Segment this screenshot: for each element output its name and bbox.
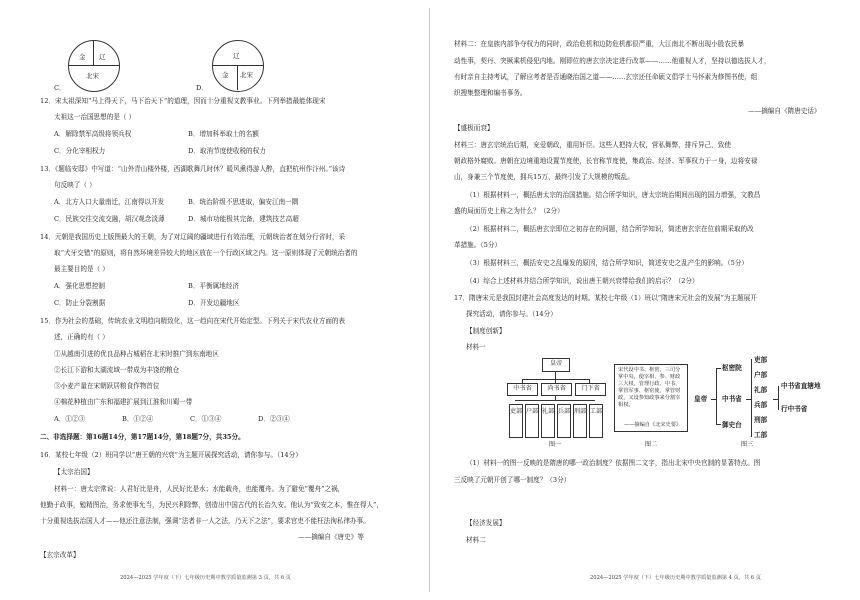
option-d-label: D． bbox=[196, 84, 208, 92]
q14-stem-1: 14．元朝是我国历史上版图最大的王朝，为了对辽阔的疆域进行有效治理，元朝统治者在划分行省时，采 bbox=[40, 233, 346, 241]
fig3-ministry-label: 刑部 bbox=[754, 416, 768, 424]
map-d-circle bbox=[212, 40, 264, 92]
q13-option-d[interactable]: D．城市功能极其完备，建筑技艺高超 bbox=[188, 215, 299, 223]
q14-option-d[interactable]: D．开发边疆地区 bbox=[188, 299, 240, 307]
q15-stem-1: 15．作为社会的基础，传统农业文明趋向精致化，这一趋向在宋代开始定型。下列关于宋代农业方面的表 bbox=[40, 317, 346, 325]
fig1-line-h2 bbox=[515, 400, 595, 401]
option-c-label: C． bbox=[54, 84, 66, 92]
fig3-ministry-label: 户部 bbox=[754, 371, 768, 379]
q13-stem-2: 句反映了（ ） bbox=[54, 181, 96, 189]
fig1-caption: 图一 bbox=[548, 441, 562, 448]
q15-statement-3: ③小麦产量在宋朝跃居粮食作物首位 bbox=[54, 382, 160, 390]
q14-option-b[interactable]: B．平衡属地经济 bbox=[188, 282, 240, 290]
q16-material-1-source: ——摘编自《唐史》等 bbox=[298, 533, 364, 541]
q16-material-2-line-1: 材料二：在皇族内部争夺权力的同时，政治危机和边防危机都很严重，大江南北不断出现小股农民暴 bbox=[454, 40, 745, 48]
q17-stem-2: 探究活动，请你参与。（14分） bbox=[466, 310, 557, 318]
fig3-zhongshusheng-label: 中书省 bbox=[722, 395, 742, 403]
q16-material-2-line-3: 有时亲自主持考试，了解应考者是否通晓治国之道——……玄宗还任命硕文倡学士马怀素为修图书使，组 bbox=[454, 73, 758, 81]
fig3-province-label: 行中书省 bbox=[781, 405, 808, 413]
fig1-emperor-label: 皇帝 bbox=[549, 360, 563, 367]
q16-material-3-line-1: 材料三：唐玄宗统治后期，宠爱朝政，重用奸臣。这些人把持大权，营私舞弊，排斥异己，致使 bbox=[454, 141, 731, 149]
map-c-label-liao: 辽 bbox=[99, 53, 106, 61]
fig1-line-emperor-down bbox=[555, 371, 556, 379]
fig3-bracket-v bbox=[716, 368, 717, 424]
fig3-caption: 图三 bbox=[740, 441, 754, 448]
section-2-heading: 二、非选择题：第16题14分，第17题14分，第18题7分，共35分。 bbox=[40, 433, 245, 441]
map-c-vline bbox=[93, 40, 94, 65]
fig3-emperor-label: 皇帝 bbox=[694, 395, 708, 403]
q16-sub-2-line-2: 革措施。（5分） bbox=[454, 241, 502, 249]
right-page bbox=[430, 0, 860, 600]
q15-statement-4: ④棉花种植由广东和福建扩展到江淮和川蜀一带 bbox=[54, 398, 193, 406]
fig3-bracket-bottom bbox=[716, 424, 721, 425]
q17-material-2-label: 材料二 bbox=[466, 536, 486, 544]
q15-stem-2: 述，正确的有（ ） bbox=[54, 333, 109, 341]
q15-option-d[interactable]: D．②③④ bbox=[258, 415, 290, 423]
fig3-yushitai-label: 御史台 bbox=[722, 421, 742, 429]
q16-heading-xuanzong: 【玄宗改革】 bbox=[40, 551, 80, 559]
q16-sub-1-line-1: （1）根据材料一，概括唐太宗的治国措施。结合所学知识，唐太宗统治期间出现的国力增强，文教昌 bbox=[466, 191, 761, 199]
fig3-ministry-label: 吏部 bbox=[754, 356, 768, 364]
q17-stem-1: 17．隋唐宋元是我国封建社会高度发达的时期。某校七年级（1）班以“隋唐宋元社会的发展”为主题展开 bbox=[454, 294, 757, 302]
q17-heading-system: 【制度创新】 bbox=[466, 327, 506, 335]
q15-option-a[interactable]: A．①②③ bbox=[54, 415, 86, 423]
fig1-ministry-label: 兵部 bbox=[557, 408, 571, 415]
map-d-label-liao: 辽 bbox=[233, 52, 240, 60]
fig3-bracket3-v bbox=[778, 386, 779, 410]
map-d-label-beisong: 北宋 bbox=[240, 71, 253, 79]
q17-sub-1-line-1: （1）材料一的图一反映的是隋唐的哪一政治制度？依据图二文字，指出北宋中央官制的显著特点。图 bbox=[466, 459, 761, 467]
q12-option-a[interactable]: A．解除禁军高级将领兵权 bbox=[54, 130, 132, 138]
q16-material-3-line-2: 朝政格外腐败。唐朝在边境重地设置节度使，长官称节度使，集政治、经济、军事权力于一身，边将安禄 bbox=[454, 157, 758, 165]
fig2-source: ——摘编自《北宋史要》 bbox=[624, 422, 682, 428]
q13-option-a[interactable]: A．北方人口大量南迁，江南得以开发 bbox=[54, 198, 165, 206]
q14-stem-3: 最主要目的是（ ） bbox=[54, 265, 109, 273]
fig1-ministry-label: 吏部 bbox=[509, 408, 523, 415]
fig3-ministry-label: 礼部 bbox=[754, 386, 768, 394]
q16-sub-1-line-2: 盛的局面历史上称之为什么？（2分） bbox=[454, 207, 564, 215]
map-c-hline bbox=[68, 65, 119, 66]
q16-material-3-line-3: 山，身兼三个节度使，拥兵15万，最终引发了大规模的叛乱。 bbox=[454, 173, 634, 181]
q16-sub-3: （3）根据材料三，概括安史之乱爆发的原因，结合所学知识，简述安史之乱产生的影响。（5分） bbox=[466, 259, 749, 267]
fig1-menxia-label: 门下省 bbox=[581, 385, 600, 392]
q14-option-a[interactable]: A．强化思想控制 bbox=[54, 282, 105, 290]
fig1-ministry-label: 户部 bbox=[525, 408, 539, 415]
fig3-bracket2-v bbox=[751, 359, 752, 437]
fig1-ministry-label: 刑部 bbox=[573, 408, 587, 415]
fig3-direct-region-label: 中书省直辖地 bbox=[781, 382, 821, 390]
q13-stem-1: 13．《题临安邸》中写道：“山外青山楼外楼，西湖歌舞几时休？暖风熏得游人醉，直把杭州作汴州。”该诗 bbox=[40, 165, 346, 173]
fig1-zhongshu-label: 中书省 bbox=[513, 385, 532, 392]
q12-stem-1: 12．宋太祖深知“马上得天下，马下治天下”的道理，因而十分重视文教事业。下列举措最能体现宋 bbox=[40, 97, 326, 105]
fig1-ministry-label: 工部 bbox=[589, 408, 603, 415]
q16-heading-taizong: 【太宗治国】 bbox=[54, 468, 94, 476]
q12-option-d[interactable]: D．取消节度使收税的权力 bbox=[188, 147, 266, 155]
map-d-label-jin: 金 bbox=[222, 71, 229, 79]
q14-option-c[interactable]: C．防止分裂割据 bbox=[54, 299, 106, 307]
q16-sub-4: （4）综合上述材料并结合所学知识，说出唐王朝兴衰带给我们的启示？（2分） bbox=[466, 277, 699, 285]
q17-material-1-label: 材料一 bbox=[466, 343, 486, 351]
q14-stem-2: 取“犬牙交错”的原则，将自然环境差异较大的地区放在一个行政区域之内。这一原则体现了元朝统治者的 bbox=[54, 249, 358, 257]
q16-material-2-line-4: 织搜集整理和编书事务。 bbox=[454, 89, 527, 97]
fig3-ministry-label: 工部 bbox=[754, 431, 768, 439]
q15-statement-2: ②长江下游和太湖流域一带成为丰饶的粮仓 bbox=[54, 366, 180, 374]
q16-material-1-line-3: 十分重视选拔治国人才——他还注意法制，强调“法者非一人之法，乃天下之法”，要求官吏不能枉法徇私律办事。 bbox=[40, 517, 370, 525]
map-c-circle bbox=[68, 40, 120, 92]
map-c-label-jin: 金 bbox=[79, 53, 86, 61]
q12-option-b[interactable]: B．增加科举取士的名额 bbox=[188, 130, 259, 138]
fig1-shangshu-label: 尚书省 bbox=[547, 385, 566, 392]
q16-stem: 16．某校七年级（2）班同学以“唐王朝的兴衰”为主题开展探究活动，请你参与。（14分） bbox=[40, 451, 302, 459]
fig1-ministry-label: 礼部 bbox=[541, 408, 555, 415]
q17-sub-1-line-2: 三反映了元朝开创了哪一制度？（3分） bbox=[454, 476, 571, 484]
q16-material-1-line-1: 材料一：唐太宗常说：人君好比是舟，人民好比是水；水能载舟，也能覆舟。为了避免“覆舟”之祸， bbox=[54, 485, 345, 493]
map-d-vline bbox=[237, 65, 238, 90]
right-page-footer: 2024—2025 学年度（下）七年级历史期中教学质量监测第 4 页，共 6 页 bbox=[590, 575, 761, 581]
q16-material-1-line-2: 他勤于政事，勉精图治，务求使事允当，为民兴利除弊，创造出中国古代的长治久安。他认为“致安之本，惟在得人”， bbox=[40, 501, 384, 509]
q16-material-2-source: ——摘编自《隋唐史话》 bbox=[748, 107, 821, 115]
q15-statement-1: ①从越南引进的优良品种占城稻在北宋时推广到东南地区 bbox=[54, 350, 219, 358]
q16-sub-2-line-1: （2）根据材料二，概括唐玄宗即位之初存在的问题，结合所学知识，简述唐玄宗在位前期采取的改 bbox=[466, 225, 754, 233]
q16-material-2-line-2: 动性事，契丹、突厥乘机侵犯内地。刚即位的唐玄宗决定进行改革——……他重视人才，坚持以德选拔人才， bbox=[454, 57, 771, 65]
fig3-ministry-label: 兵部 bbox=[754, 401, 768, 409]
q15-option-c[interactable]: C．①③④ bbox=[190, 415, 222, 423]
q13-option-c[interactable]: C．民族交往交流交融，胡汉观念淡薄 bbox=[54, 215, 165, 223]
left-page-footer: 2024—2025 学年度（下）七年级历史期中教学质量监测第 3 页，共 6 页 bbox=[120, 575, 291, 581]
q17-heading-economy: 【经济发展】 bbox=[466, 519, 506, 527]
fig3-shumiyuan-label: 枢密院 bbox=[722, 364, 742, 372]
q12-option-c[interactable]: C．分化宰相权力 bbox=[54, 147, 106, 155]
q13-option-b[interactable]: B．统治阶级不思进取，偏安江南一隅 bbox=[188, 198, 299, 206]
fig2-caption: 图二 bbox=[644, 441, 658, 448]
fig2-text: 宋代设中书、枢密、三司分掌中央，使宰相、参、财政三大权，管理行政、中书、掌管军事、枢密使，掌管财政，又设参知政事来分割宰相权。 bbox=[618, 367, 681, 408]
fig3-bracket-top bbox=[716, 368, 721, 369]
q16-heading-decline: 【盛极而衰】 bbox=[454, 124, 494, 132]
fig1-line-h1 bbox=[522, 379, 590, 380]
map-c-label-beisong: 北宋 bbox=[86, 72, 99, 80]
q12-stem-2: 太祖这一治国思想的是（ ） bbox=[54, 113, 136, 121]
q15-option-b[interactable]: B．①②④ bbox=[122, 415, 154, 423]
